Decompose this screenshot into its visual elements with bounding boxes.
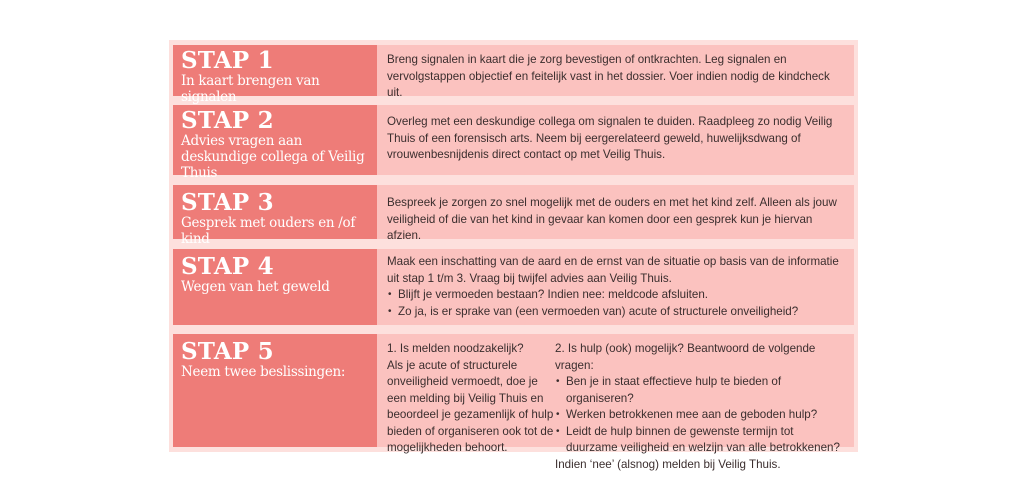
step-row-5 xyxy=(173,334,854,471)
step-row-2 xyxy=(173,105,854,181)
meldcode-steps-table xyxy=(169,40,858,471)
step-description xyxy=(377,185,854,242)
step-number: STAP 4 xyxy=(181,253,274,280)
step-number: STAP 3 xyxy=(181,189,274,216)
step-text: Bespreek je zorgen zo snel mogelijk met de ouders en met het kind zelf. Alleen als jouw veiligheid of die van het kind in gevaar kan komen door een gesprek kun je hiervan afzien. xyxy=(387,196,837,242)
step-text: Overleg met een deskundige collega om signalen te duiden. Raadpleeg zo nodig Veilig Thuis of een forensisch arts. Neem bij eergerelateerd geweld, huwelijksdwang of vrouwenbesnijdenis direct contact op met Veilig Thuis. xyxy=(387,115,833,161)
step-header xyxy=(173,185,377,247)
step-description xyxy=(377,334,854,471)
step-text: Breng signalen in kaart die je zorg bevestigen of ontkrachten. Leg signalen en vervolgstappen objectief en feitelijk vast in het dossier. Voer indien nodig de kindcheck uit. xyxy=(387,53,830,99)
step-title: In kaart brengen van signalen xyxy=(181,73,320,105)
step-title: Gesprek met ouders en /of kind xyxy=(181,215,356,247)
step-description xyxy=(377,45,854,99)
step-header xyxy=(173,45,377,105)
decision-1 xyxy=(387,341,555,454)
bullet-item: • Ben je in staat effectieve hulp te bieden of organiseren? xyxy=(555,374,844,407)
decision-2 xyxy=(555,341,844,471)
bullet-item: • Zo ja, is er sprake van (een vermoeden van) acute of structurele onveiligheid? xyxy=(387,304,844,321)
step-number: STAP 1 xyxy=(181,47,274,74)
decision-2-heading: 2. Is hulp (ook) mogelijk? Beantwoord de volgende vragen: xyxy=(555,342,816,372)
step-header xyxy=(173,105,377,181)
bullet-item: • Werken betrokkenen mee aan de geboden hulp? xyxy=(555,407,844,424)
step-row-4 xyxy=(173,249,854,325)
bullet-item: • Blijft je vermoeden bestaan? Indien nee: meldcode afsluiten. xyxy=(387,287,844,304)
step-number: STAP 5 xyxy=(181,338,274,365)
decision-1-heading: 1. Is melden noodzakelijk? xyxy=(387,342,524,355)
step-header xyxy=(173,334,377,447)
bullet-item: • Leidt de hulp binnen de gewenste termijn tot duurzame veiligheid en welzijn van alle betrokkenen? xyxy=(555,424,844,457)
step-title: Wegen van het geweld xyxy=(181,279,330,295)
decision-2-footer: Indien ‘nee’ (alsnog) melden bij Veilig Thuis. xyxy=(555,457,781,471)
step-title: Advies vragen aan deskundige collega of Veilig Thuis xyxy=(181,133,365,181)
decision-1-text: Als je acute of structurele onveiligheid vermoedt, doe je een melding bij Veilig Thuis en beoordeel je gezamenlijk of hulp bieden of organiseren ook tot de mogelijkheden behoort. xyxy=(387,358,554,454)
step-row-1 xyxy=(173,45,854,105)
step-row-3 xyxy=(173,185,854,247)
decision-2-bullet-list xyxy=(555,374,844,457)
step-number: STAP 2 xyxy=(181,107,274,134)
step-description xyxy=(377,105,854,175)
step-header xyxy=(173,249,377,325)
step-description xyxy=(377,249,854,325)
step-text: Maak een inschatting van de aard en de ernst van de situatie op basis van de informatie uit stap 1 t/m 3. Vraag bij twijfel advies aan Veilig Thuis. xyxy=(387,255,839,285)
step-title: Neem twee beslissingen: xyxy=(181,364,346,380)
step-bullet-list xyxy=(387,287,844,320)
